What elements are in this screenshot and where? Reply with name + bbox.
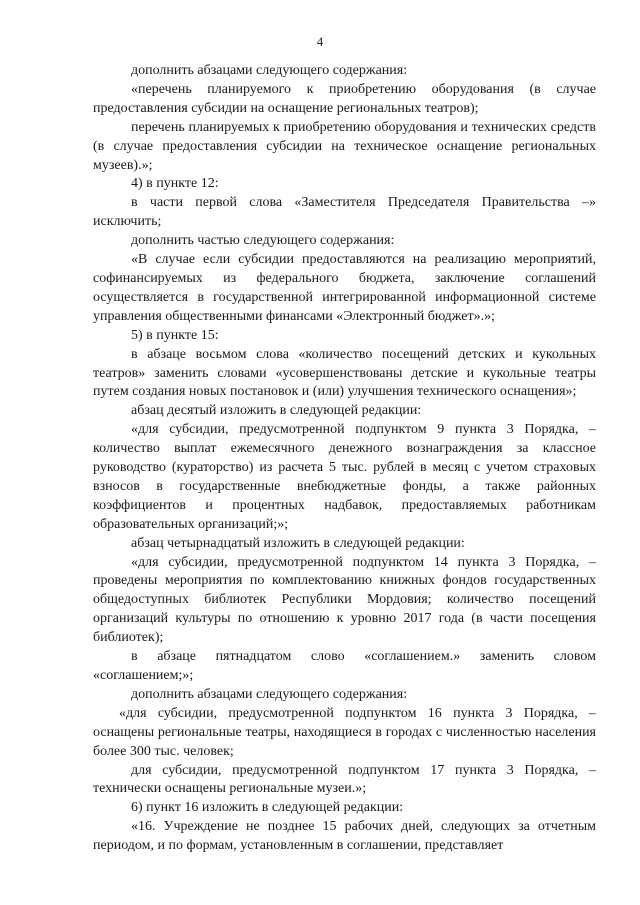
- paragraph-18: 6) пункт 16 изложить в следующей редакции:: [131, 800, 404, 816]
- paragraph-13: «для субсидии, предусмотренной подпунктом 14 пункта 3 Порядка, – проведены мероприятия по комплектованию книжных фондов государственных общедоступных библиотек Республики Мордовия; количество посещений организаций культуры по отношению к уровню 2017 года (в части посещения библиотек);: [93, 554, 596, 646]
- paragraph-1: дополнить абзацами следующего содержания:: [131, 63, 408, 78]
- paragraph-12: абзац четырнадцатый изложить в следующей редакции:: [131, 535, 465, 551]
- paragraph-17: для субсидии, предусмотренной подпунктом 17 пункта 3 Порядка, – технически оснащены региональные музеи.»;: [93, 762, 596, 797]
- paragraph-19: «16. Учреждение не позднее 15 рабочих дней, следующих за отчетным периодом, и по формам, установленным в соглашении, представляет: [93, 819, 596, 854]
- paragraph-16: «для субсидии, предусмотренной подпунктом 16 пункта 3 Порядка, – оснащены региональные театры, находящиеся в городах с численностью населения более 300 тыс. человек;: [93, 705, 596, 759]
- paragraph-6: дополнить частью следующего содержания:: [131, 233, 395, 249]
- paragraph-5: в части первой слова «Заместителя Председателя Правительства –» исключить;: [93, 195, 596, 230]
- paragraph-11: «для субсидии, предусмотренной подпунктом 9 пункта 3 Порядка, – количество выплат ежемесячного денежного вознаграждения за классное руководство (кураторство) из расчета 5 тыс. рублей в месяц с учетом страховых взносов в государственные внебюджетные фонды, а также районных коэффициентов и процентных надбавок, предоставляемых работникам образовательных организаций;»;: [93, 422, 596, 532]
- paragraph-7: «В случае если субсидии предоставляются на реализацию мероприятий, софинансируемых из федерального бюджета, заключение соглашений осуществляется в государственной интегрированной информационной системе управления общественными финансами «Электронный бюджет».»;: [93, 252, 596, 324]
- paragraph-14: в абзаце пятнадцатом слово «соглашением.» заменить словом «соглашением;»;: [93, 649, 596, 683]
- paragraph-10: абзац десятый изложить в следующей редакции:: [131, 403, 422, 419]
- paragraph-4: 4) в пункте 12:: [131, 176, 219, 192]
- paragraph-8: 5) в пункте 15:: [131, 327, 219, 343]
- paragraph-9: в абзаце восьмом слова «количество посещений детских и кукольных театров» заменить словами «усовершенствованы детские и кукольные театры путем создания новых постановок и (или) улучшения технического оснащения»;: [93, 346, 596, 400]
- paragraph-15: дополнить абзацами следующего содержания:: [131, 686, 408, 702]
- paragraph-2: «перечень планируемого к приобретению оборудования (в случае предоставления субсидии на оснащение региональных театров);: [93, 81, 596, 116]
- document-body: [93, 62, 596, 856]
- page-number: 4: [316, 34, 324, 49]
- paragraph-3: перечень планируемых к приобретению оборудования и технических средств (в случае предоставления субсидии на техническое оснащение региональных музеев).»;: [93, 119, 596, 173]
